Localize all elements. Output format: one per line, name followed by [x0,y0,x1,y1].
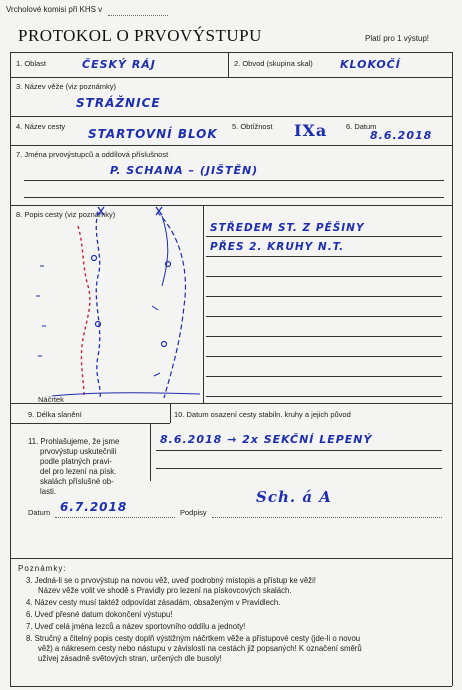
popis-rule [206,236,442,237]
datum-osazeni-label: 10. Datum osazení cesty stabiln. kruhy a jejich původ [174,410,351,419]
row9-divider [170,403,171,423]
obtiznost-label: 5. Obtížnost [232,122,273,131]
popis-rule [206,356,442,357]
popis-rule [206,296,442,297]
tick-marks [152,306,160,376]
podpisy-label: Podpisy [180,508,207,517]
bolt-icon [92,256,97,261]
jmena-value: P. SCHANA – (JIŠTĚN) [110,164,259,177]
note-item: užívej zásadně světových stran, určených dle busoly! [38,654,222,663]
route-line [78,226,90,396]
note-item: Název věže volit ve shodě s Pravidly pro lezení na pískovcových skalách. [38,586,292,595]
prohlaseni-line: podle platných pravi- [40,457,112,466]
popis-rule [206,396,442,397]
nacrtek-label: Náčrtek [38,395,64,404]
rock-outline-right [157,212,185,398]
datum-osazeni-value: 8.6.2018 → 2x SEKČNÍ LEPENÝ [160,433,373,446]
row3-bottom [10,116,452,117]
popis-rule [206,276,442,277]
signature: Sch. á A [256,488,332,506]
notes-left [10,558,11,686]
datum-podpis-label: Datum [28,508,51,517]
valid-note: Platí pro 1 výstup! [365,34,430,43]
veze-label: 3. Název věže (viz poznámky) [16,82,117,91]
cesty-label: 4. Název cesty [16,122,66,131]
ground-line [52,393,200,396]
bolt-icon [96,322,101,327]
frame-top [10,52,452,53]
prohlaseni-line: del pro lezení na písk. [40,467,117,476]
osazeni-line-1 [156,450,442,451]
popis-label: 8. Popis cesty (viz poznámky) [16,210,116,219]
popis-line-2: PŘES 2. KRUHY N.T. [210,241,345,253]
prohlaseni-line: 11. Prohlašujeme, že jsme [28,437,120,446]
frame-left [10,52,11,558]
notes-right [452,558,453,686]
jmena-line-1 [24,180,444,181]
delka-bottom [10,423,170,424]
route-sketch [12,206,202,402]
prohlaseni-line: prvovýstup uskutečnili [40,447,117,456]
jmena-label: 7. Jména prvovýstupců a oddílová příslušnost [16,150,169,159]
popis-rule [206,336,442,337]
cesty-value: STARTOVNÍ BLOK [88,127,218,141]
jmena-line-2 [24,197,444,198]
prohlaseni-line: lasti. [40,487,57,496]
osazeni-line-2 [156,468,442,469]
podpisy-line [212,517,442,518]
note-item: 3. Jedná-li se o prvovýstup na novou věž, uveď podrobný místopis a přístup ke věži! [26,576,316,585]
obvod-label: 2. Obvod (skupina skal) [234,59,313,68]
commission-label: Vrcholové komisi při KHS v [6,5,103,14]
note-item: 6. Uveď přesné datum dokončení výstupu! [26,610,173,619]
oblast-label: 1. Oblast [16,59,47,68]
note-item: 4. Název cesty musí taktéž odpovídat zásadám, obsaženým v Pravidlech. [26,598,281,607]
note-item: 7. Uveď celá jména lezců a název sportovního oddílu a jednoty! [26,622,246,631]
veze-value: STRÁŽNICE [76,96,161,110]
row10-divider [150,423,151,481]
tick-marks [36,266,46,356]
sketch-divider [203,205,204,403]
popis-line-1: STŘEDEM ST. Z PĚŠINY [210,222,365,234]
notes-top [10,558,452,559]
datum-podpis-line [55,517,175,518]
row4-bottom [10,145,452,146]
row1-divider [228,52,229,77]
oblast-value: ČESKÝ RÁJ [82,58,156,71]
datum-value: 8.6.2018 [370,129,433,142]
bolt-icon [162,342,167,347]
note-item: 8. Stručný a čitelný popis cesty doplň výstižným náčrtkem věže a přístupové cesty (jde-li o novou [26,634,361,643]
popis-rule [206,376,442,377]
row8-bottom [10,403,452,404]
top-mark-icon [98,207,104,215]
notes-title: Poznámky: [18,564,67,573]
rock-edge [162,216,168,286]
rock-outline-left [96,212,100,398]
obtiznost-value: IXa [294,121,328,140]
page-title: PROTOKOL O PRVOVÝSTUPU [18,26,262,45]
popis-rule [206,316,442,317]
notes-bottom [10,686,452,687]
prohlaseni-line: skalách příslušné ob- [40,477,114,486]
row1-bottom [10,77,452,78]
frame-right [452,52,453,558]
datum-label: 6. Datum [346,122,377,131]
commission-line [108,15,168,16]
popis-rule [206,256,442,257]
obvod-value: KLOKOČÍ [340,58,401,71]
delka-label: 9. Délka slanění [28,410,82,419]
note-item: věž) a nákresem cesty nebo nástupu v závislosti na cestách již popsaných! K označení směrů [38,644,362,653]
datum-podpis-value: 6.7.2018 [60,500,128,514]
